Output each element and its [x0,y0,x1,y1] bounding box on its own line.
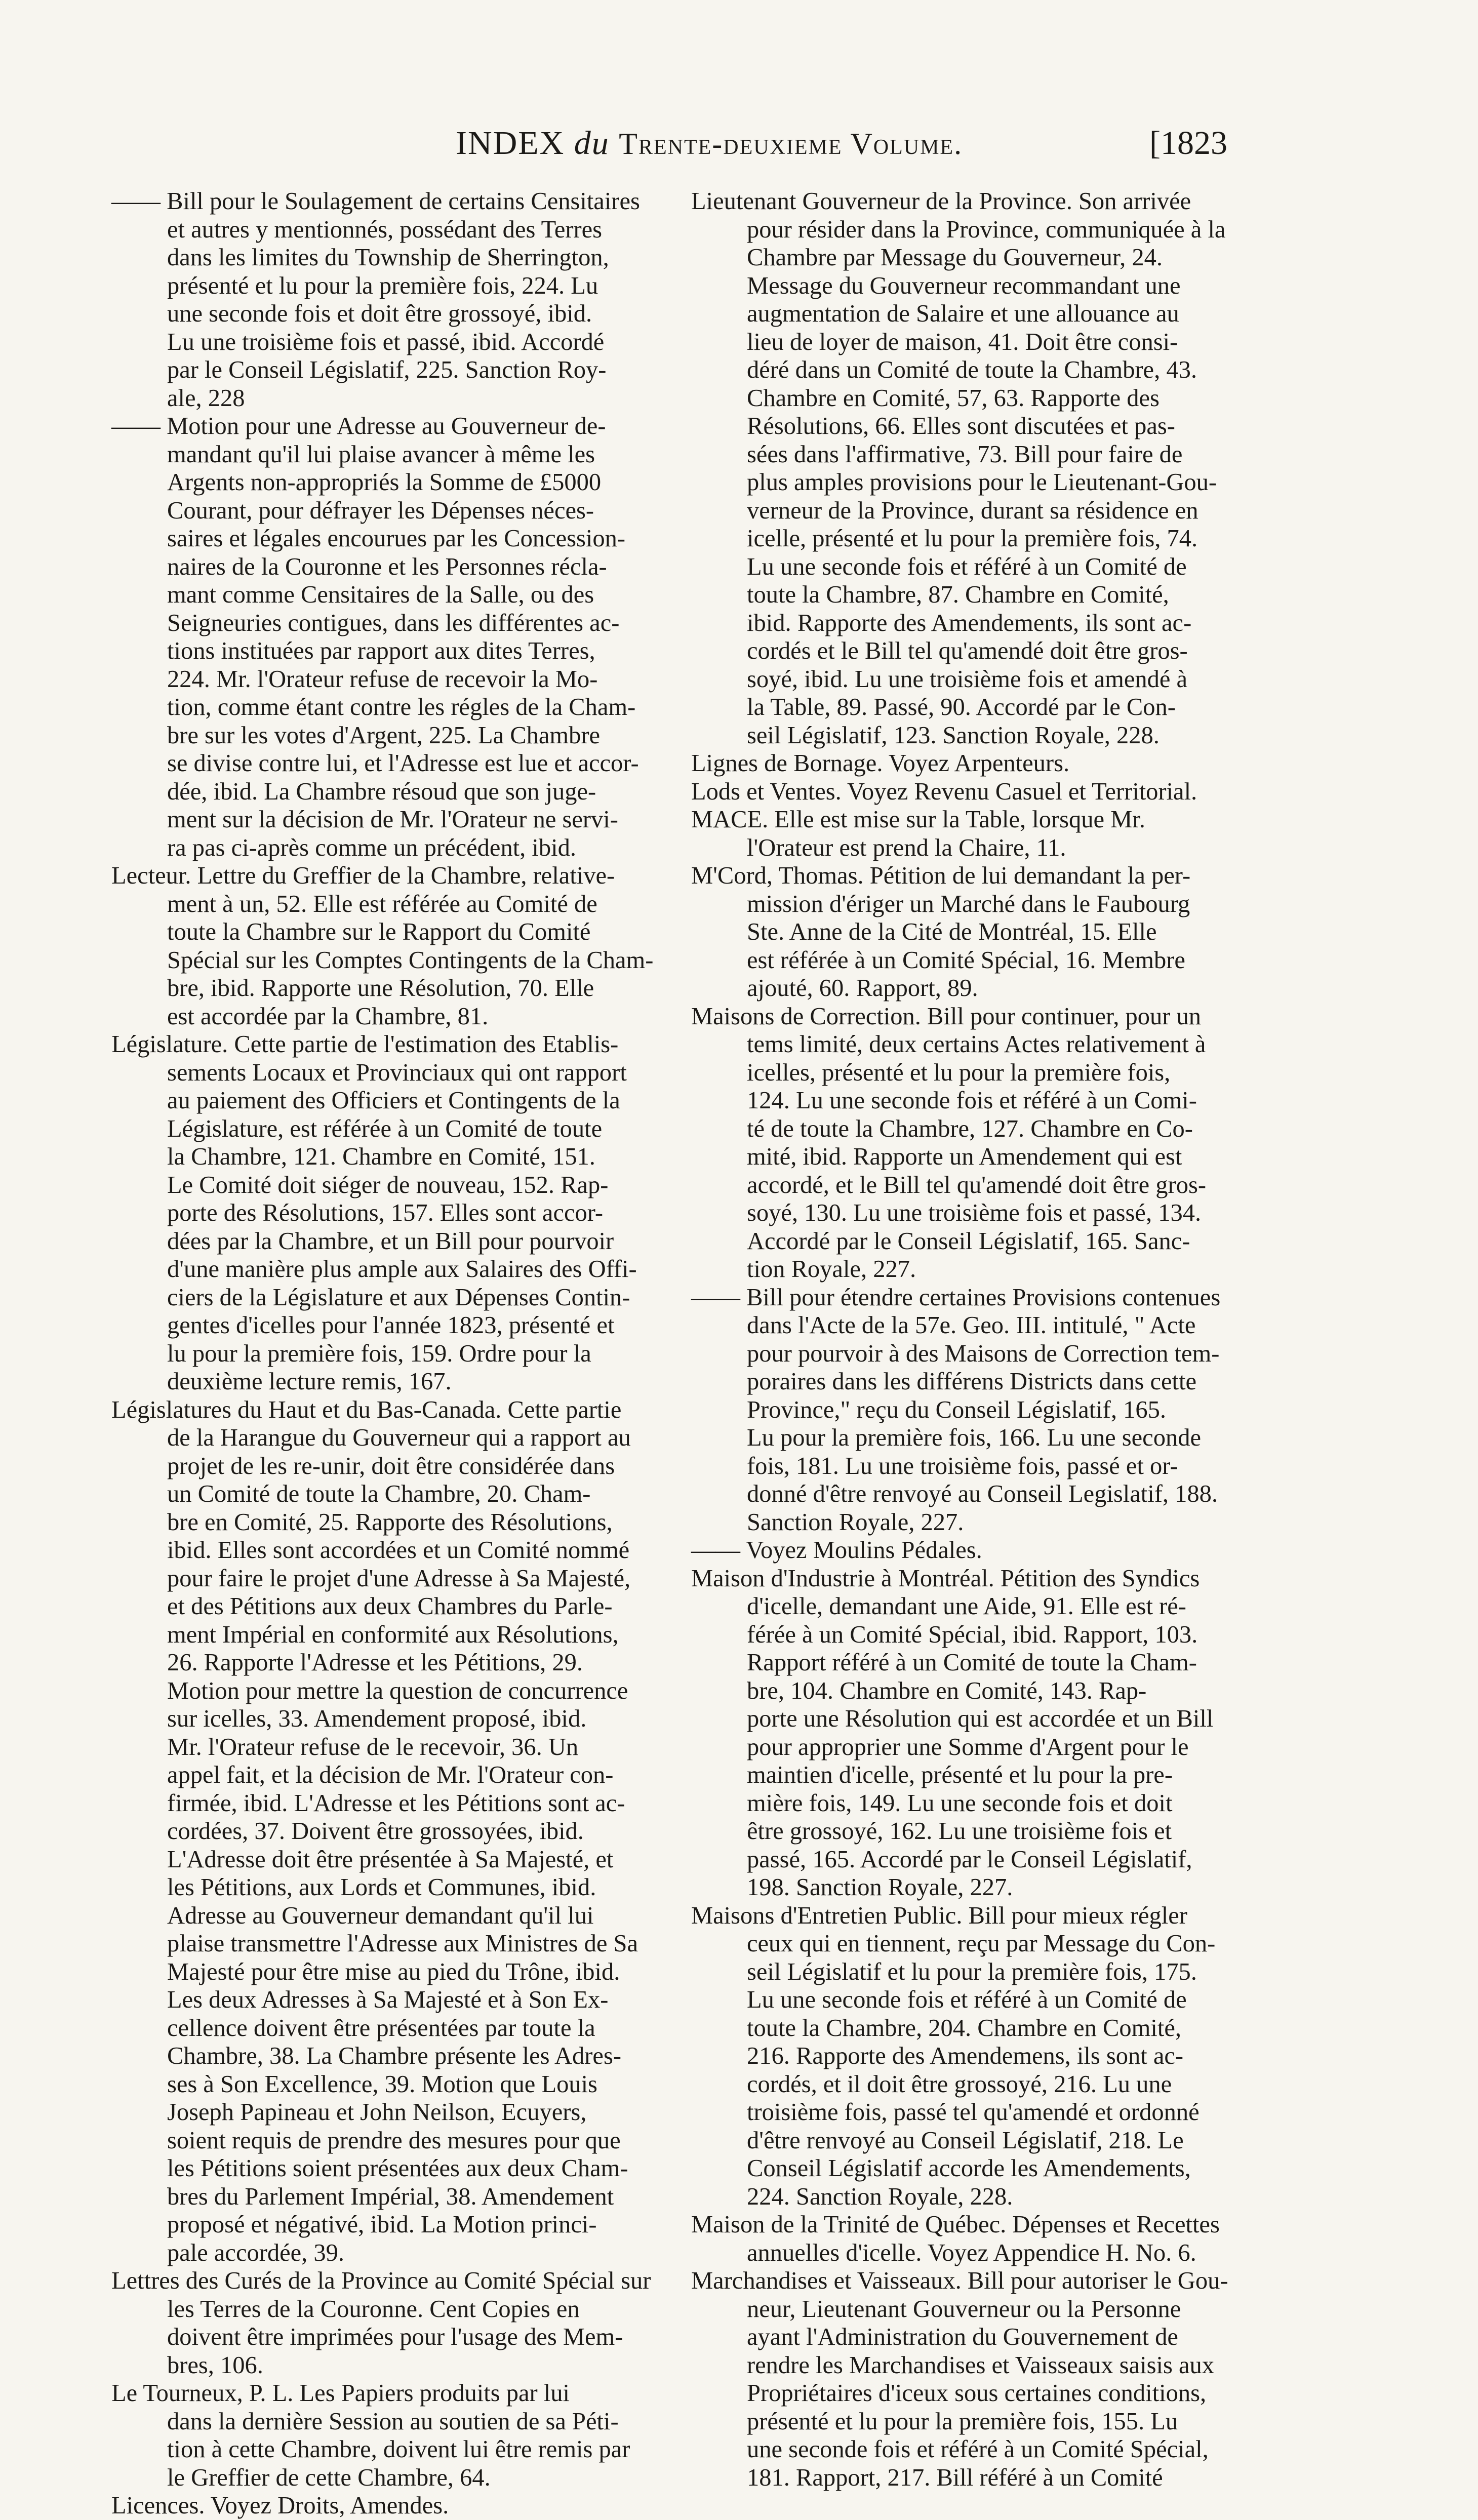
entry-line: —— Voyez Moulins Pédales. [691,1537,982,1564]
entry-line: ses à Son Excellence, 39. Motion que Louis [167,2070,597,2098]
entry-line: toute la Chambre sur le Rapport du Comité [167,918,591,945]
title-index: INDEX [456,125,565,162]
index-entry [691,1902,1261,2211]
entry-line: icelle, présenté et lu pour la première fois, 74. [747,525,1198,552]
entry-line: Motion pour mettre la question de concurrence [167,1677,628,1704]
entry-line: seil Législatif, 123. Sanction Royale, 228. [747,722,1160,749]
index-entry [691,1565,1261,1902]
entry-line: et des Pétitions aux deux Chambres du Parle- [167,1593,613,1620]
entry-line: Seigneuries contigues, dans les différentes ac- [167,609,620,636]
entry-line: Joseph Papineau et John Neilson, Ecuyers, [167,2099,587,2126]
entry-line: doivent être imprimées pour l'usage des Mem- [167,2324,623,2350]
entry-line: la Chambre, 121. Chambre en Comité, 151. [167,1143,595,1170]
entry-line: de la Harangue du Gouverneur qui a rapport au [167,1424,631,1451]
entry-line: se divise contre lui, et l'Adresse est lue et accor- [167,750,639,777]
entry-line: rendre les Marchandises et Vaisseaux saisis aux [747,2351,1215,2379]
entry-line: 224. Mr. l'Orateur refuse de recevoir la Mo- [167,665,598,693]
entry-line: dans l'Acte de la 57e. Geo. III. intitulé, " Acte [747,1312,1196,1339]
entry-line: Lu une seconde fois et référé à un Comité de [747,1986,1187,2013]
index-entry [111,2267,684,2379]
entry-line: 216. Rapporte des Amendemens, ils sont ac- [747,2043,1184,2069]
entry-line: être grossoyé, 162. Lu une troisième fois et [747,1818,1172,1845]
entry-line: est référée à un Comité Spécial, 16. Membre [747,946,1185,974]
entry-line: bre, 104. Chambre en Comité, 143. Rap- [747,1677,1147,1704]
entry-line: Lieutenant Gouverneur de la Province. Son arrivée [691,188,1191,215]
entry-line: MACE. Elle est mise sur la Table, lorsque Mr. [691,806,1145,833]
entry-line: Le Tourneux, P. L. Les Papiers produits par lui [111,2380,570,2407]
index-entry [111,412,684,862]
entry-line: dées par la Chambre, et un Bill pour pourvoir [167,1227,614,1255]
entry-line: toute la Chambre, 87. Chambre en Comité, [747,581,1169,608]
running-header [0,124,1478,170]
entry-line: Argents non-appropriés la Somme de £5000 [167,469,602,496]
entry-line: d'une manière plus ample aux Salaires des Offi- [167,1256,637,1283]
index-entry [691,806,1261,862]
entry-line: Ste. Anne de la Cité de Montréal, 15. Elle [747,918,1157,945]
index-entry [691,749,1261,778]
entry-line: d'être renvoyé au Conseil Législatif, 218. Le [747,2127,1184,2154]
right-column [691,187,1261,2492]
entry-line: pour faire le projet d'une Adresse à Sa Majesté, [167,1565,631,1592]
entry-line: accordé, et le Bill tel qu'amendé doit être gros- [747,1171,1206,1198]
entry-line: Majesté pour être mise au pied du Trône, ibid. [167,1958,620,1985]
entry-line: férée à un Comité Spécial, ibid. Rapport, 103. [747,1621,1198,1648]
entry-line: mant comme Censitaires de la Salle, ou des [167,581,594,608]
page-title [456,124,963,163]
entry-line: Mr. l'Orateur refuse de le recevoir, 36. Un [167,1733,579,1761]
title-volume: Trente-deuxieme Volume. [619,127,963,161]
entry-line: Sanction Royale, 227. [747,1508,964,1536]
left-column [111,187,684,2520]
index-entry [111,2379,684,2492]
entry-line: pale accordée, 39. [167,2239,345,2266]
entry-line: té de toute la Chambre, 127. Chambre en Co- [747,1115,1193,1142]
index-entry [691,2267,1261,2492]
entry-line: soyé, 130. Lu une troisième fois et passé, 134. [747,1199,1202,1226]
entry-line: un Comité de toute la Chambre, 20. Cham- [167,1481,591,1507]
entry-line: par le Conseil Législatif, 225. Sanction Roy- [167,356,607,383]
entry-line: lieu de loyer de maison, 41. Doit être consi- [747,328,1178,355]
entry-line: cordés et le Bill tel qu'amendé doit être gros- [747,637,1188,664]
entry-line: deuxième lecture remis, 167. [167,1368,452,1395]
entry-line: Courant, pour défrayer les Dépenses néces- [167,497,594,524]
entry-line: Message du Gouverneur recommandant une [747,272,1181,299]
entry-line: tions instituées par rapport aux dites Terres, [167,637,595,664]
entry-line: bres, 106. [167,2351,263,2379]
entry-line: bre en Comité, 25. Rapporte des Résolutions, [167,1508,613,1536]
entry-line: annuelles d'icelle. Voyez Appendice H. No. 6. [747,2239,1196,2266]
entry-line: Les deux Adresses à Sa Majesté et à Son Ex- [167,1986,609,2013]
entry-line: L'Adresse doit être présentée à Sa Majesté, et [167,1846,614,1873]
entry-line: mité, ibid. Rapporte un Amendement qui est [747,1143,1182,1170]
entry-line: dans les limites du Township de Sherrington, [167,244,609,271]
entry-line: Licences. Voyez Droits, Amendes. [111,2492,449,2519]
entry-line: Maison de la Trinité de Québec. Dépenses et Recettes [691,2211,1220,2238]
index-entry [111,187,684,412]
index-entry [111,1030,684,1396]
entry-line: la Table, 89. Passé, 90. Accordé par le Con- [747,694,1176,721]
entry-line: et autres y mentionnés, possédant des Terres [167,216,603,243]
entry-line: Chambre en Comité, 57, 63. Rapporte des [747,384,1160,412]
entry-line: mière fois, 149. Lu une seconde fois et doit [747,1789,1173,1817]
entry-line: neur, Lieutenant Gouverneur ou la Personne [747,2295,1181,2323]
entry-line: passé, 165. Accordé par le Conseil Législatif, [747,1846,1192,1873]
entry-line: Chambre par Message du Gouverneur, 24. [747,244,1163,271]
title-du: du [574,125,610,162]
entry-line: Maisons de Correction. Bill pour continuer, pour un [691,1003,1201,1030]
entry-line: Province," reçu du Conseil Législatif, 165. [747,1396,1166,1423]
entry-line: Lods et Ventes. Voyez Revenu Casuel et Territorial. [691,778,1197,805]
entry-line: Marchandises et Vaisseaux. Bill pour autoriser le Gou- [691,2267,1228,2294]
entry-line: seil Législatif et lu pour la première fois, 175. [747,1958,1197,1985]
entry-line: projet de les re-unir, doit être considérée dans [167,1452,615,1479]
entry-line: pour résider dans la Province, communiquée à la [747,216,1226,243]
entry-line: Lignes de Bornage. Voyez Arpenteurs. [691,750,1070,777]
entry-line: Législature. Cette partie de l'estimation des Etablis- [111,1031,619,1058]
entry-line: au paiement des Officiers et Contingents de la [167,1087,620,1114]
entry-line: ceux qui en tiennent, reçu par Message du Con- [747,1930,1216,1957]
entry-line: les Terres de la Couronne. Cent Copies en [167,2295,580,2323]
entry-line: porte des Résolutions, 157. Elles sont accor- [167,1199,604,1226]
entry-line: Propriétaires d'iceux sous certaines conditions, [747,2380,1207,2407]
entry-line: Maisons d'Entretien Public. Bill pour mieux régler [691,1902,1187,1929]
entry-line: Résolutions, 66. Elles sont discutées et pas- [747,413,1175,439]
entry-line: bres du Parlement Impérial, 38. Amendement [167,2183,614,2210]
entry-line: fois, 181. Lu une troisième fois, passé et or- [747,1452,1178,1479]
entry-line: ibid. Elles sont accordées et un Comité nommé [167,1537,630,1564]
index-entry [691,1284,1261,1537]
entry-line: porte une Résolution qui est accordée et un Bill [747,1705,1214,1732]
entry-line: firmée, ibid. L'Adresse et les Pétitions sont ac- [167,1789,625,1817]
entry-line: pour pourvoir à des Maisons de Correction tem- [747,1340,1220,1367]
entry-line: saires et légales encourues par les Concession- [167,525,626,552]
entry-line: ayant l'Administration du Gouvernement de [747,2324,1178,2350]
entry-line: maintien d'icelle, présenté et lu pour la pre- [747,1762,1173,1788]
entry-line: proposé et négativé, ibid. La Motion princi- [167,2211,597,2238]
entry-line: tion Royale, 227. [747,1256,916,1283]
index-entry [111,2492,684,2520]
entry-line: sées dans l'affirmative, 73. Bill pour faire de [747,441,1183,468]
entry-line: mandant qu'il lui plaise avancer à même les [167,441,595,468]
index-entry [111,862,684,1030]
entry-line: soyé, ibid. Lu une troisième fois et amendé à [747,665,1188,693]
entry-line: sur icelles, 33. Amendement proposé, ibid. [167,1705,587,1732]
entry-line: Maison d'Industrie à Montréal. Pétition des Syndics [691,1565,1200,1592]
entry-line: ment sur la décision de Mr. l'Orateur ne servi- [167,806,618,833]
entry-line: est accordée par la Chambre, 81. [167,1003,489,1030]
entry-line: Lettres des Curés de la Province au Comité Spécial sur [111,2267,651,2294]
entry-line: verneur de la Province, durant sa résidence en [747,497,1199,524]
entry-line: les Pétitions soient présentées aux deux Cham- [167,2155,628,2182]
entry-line: —— Motion pour une Adresse au Gouverneur de- [111,413,606,439]
index-entry [691,1536,1261,1565]
entry-line: l'Orateur est prend la Chaire, 11. [747,834,1066,861]
index-entry [691,187,1261,749]
entry-line: dée, ibid. La Chambre résoud que son juge- [167,778,596,805]
entry-line: icelles, présenté et lu pour la première fois, [747,1059,1171,1086]
entry-line: Lu une seconde fois et référé à un Comité de [747,553,1187,580]
entry-line: tion, comme étant contre les régles de la Cham- [167,694,636,721]
index-entry [691,778,1261,806]
entry-line: M'Cord, Thomas. Pétition de lui demandant la per- [691,862,1191,889]
entry-line: Accordé par le Conseil Législatif, 165. Sanc- [747,1227,1190,1255]
entry-line: bre sur les votes d'Argent, 225. La Chambre [167,722,601,749]
entry-line: une seconde fois et référé à un Comité Spécial, [747,2436,1209,2463]
entry-line: soient requis de prendre des mesures pour que [167,2127,621,2154]
entry-line: tion à cette Chambre, doivent lui être remis par [167,2436,630,2463]
index-entry [111,1396,684,2267]
entry-line: Rapport référé à un Comité de toute la Cham- [747,1649,1197,1676]
entry-line: dans la dernière Session au soutien de sa Péti- [167,2408,619,2435]
entry-line: ciers de la Législature et aux Dépenses Contin- [167,1284,630,1311]
entry-line: ment à un, 52. Elle est référée au Comité de [167,890,597,917]
entry-line: tems limité, deux certains Actes relativement à [747,1031,1206,1058]
entry-line: Législatures du Haut et du Bas-Canada. Cette partie [111,1396,622,1423]
entry-line: d'icelle, demandant une Aide, 91. Elle est ré- [747,1593,1186,1620]
entry-line: augmentation de Salaire et une allouance au [747,300,1179,327]
entry-line: poraires dans les différens Districts dans cette [747,1368,1196,1395]
entry-line: Lu pour la première fois, 166. Lu une seconde [747,1424,1201,1451]
entry-line: présenté et lu pour la première fois, 155. Lu [747,2408,1178,2435]
entry-line: le Greffier de cette Chambre, 64. [167,2464,491,2491]
index-entry [691,2211,1261,2267]
entry-line: une seconde fois et doit être grossoyé, ibid. [167,300,592,327]
entry-line: cordés, et il doit être grossoyé, 216. Lu une [747,2070,1172,2098]
entry-line: bre, ibid. Rapporte une Résolution, 70. Elle [167,975,594,1002]
entry-line: mission d'ériger un Marché dans le Faubourg [747,890,1190,917]
page-year: [1823 [1149,125,1227,162]
entry-line: 224. Sanction Royale, 228. [747,2183,1013,2210]
entry-line: déré dans un Comité de toute la Chambre, 43. [747,356,1197,383]
entry-line: Lu une troisième fois et passé, ibid. Accordé [167,328,605,355]
entry-line: cordées, 37. Doivent être grossoyées, ibid. [167,1818,584,1845]
entry-line: Lecteur. Lettre du Greffier de la Chambre, relative- [111,862,615,889]
entry-line: Adresse au Gouverneur demandant qu'il lui [167,1902,594,1929]
entry-line: plus amples provisions pour le Lieutenant-Gou- [747,469,1217,496]
entry-line: —— Bill pour le Soulagement de certains Censitaires [111,188,640,215]
entry-line: 198. Sanction Royale, 227. [747,1874,1013,1901]
entry-line: naires de la Couronne et les Personnes récla- [167,553,607,580]
entry-line: ale, 228 [167,384,245,412]
entry-line: troisième fois, passé tel qu'amendé et ordonné [747,2099,1200,2126]
index-entry [691,862,1261,1003]
entry-line: Le Comité doit siéger de nouveau, 152. Rap- [167,1171,609,1198]
entry-line: donné d'être renvoyé au Conseil Legislatif, 188. [747,1481,1218,1507]
entry-line: ibid. Rapporte des Amendements, ils sont ac- [747,609,1192,636]
entry-line: Conseil Législatif accorde les Amendements, [747,2155,1191,2182]
entry-line: toute la Chambre, 204. Chambre en Comité, [747,2014,1181,2042]
entry-line: les Pétitions, aux Lords et Communes, ibid. [167,1874,596,1901]
entry-line: pour approprier une Somme d'Argent pour le [747,1733,1189,1761]
entry-line: —— Bill pour étendre certaines Provisions contenues [691,1284,1221,1311]
entry-line: plaise transmettre l'Adresse aux Ministres de Sa [167,1930,638,1957]
entry-line: ment Impérial en conformité aux Résolutions, [167,1621,619,1648]
entry-line: appel fait, et la décision de Mr. l'Orateur con- [167,1762,614,1788]
entry-line: Spécial sur les Comptes Contingents de la Cham- [167,946,654,974]
entry-line: Législature, est référée à un Comité de toute [167,1115,603,1142]
entry-line: 26. Rapporte l'Adresse et les Pétitions, 29. [167,1649,583,1676]
entry-line: sements Locaux et Provinciaux qui ont rapport [167,1059,627,1086]
entry-line: présenté et lu pour la première fois, 224. Lu [167,272,598,299]
entry-line: ajouté, 60. Rapport, 89. [747,975,978,1002]
entry-line: cellence doivent être présentées par toute la [167,2014,595,2042]
index-entry [691,1003,1261,1284]
entry-line: 124. Lu une seconde fois et référé à un Comi- [747,1087,1197,1114]
entry-line: lu pour la première fois, 159. Ordre pour la [167,1340,591,1367]
entry-line: Chambre, 38. La Chambre présente les Adres- [167,2043,621,2069]
entry-line: 181. Rapport, 217. Bill référé à un Comité [747,2464,1163,2491]
entry-line: gentes d'icelles pour l'année 1823, présenté et [167,1312,615,1339]
entry-line: ra pas ci-après comme un précédent, ibid. [167,834,576,861]
